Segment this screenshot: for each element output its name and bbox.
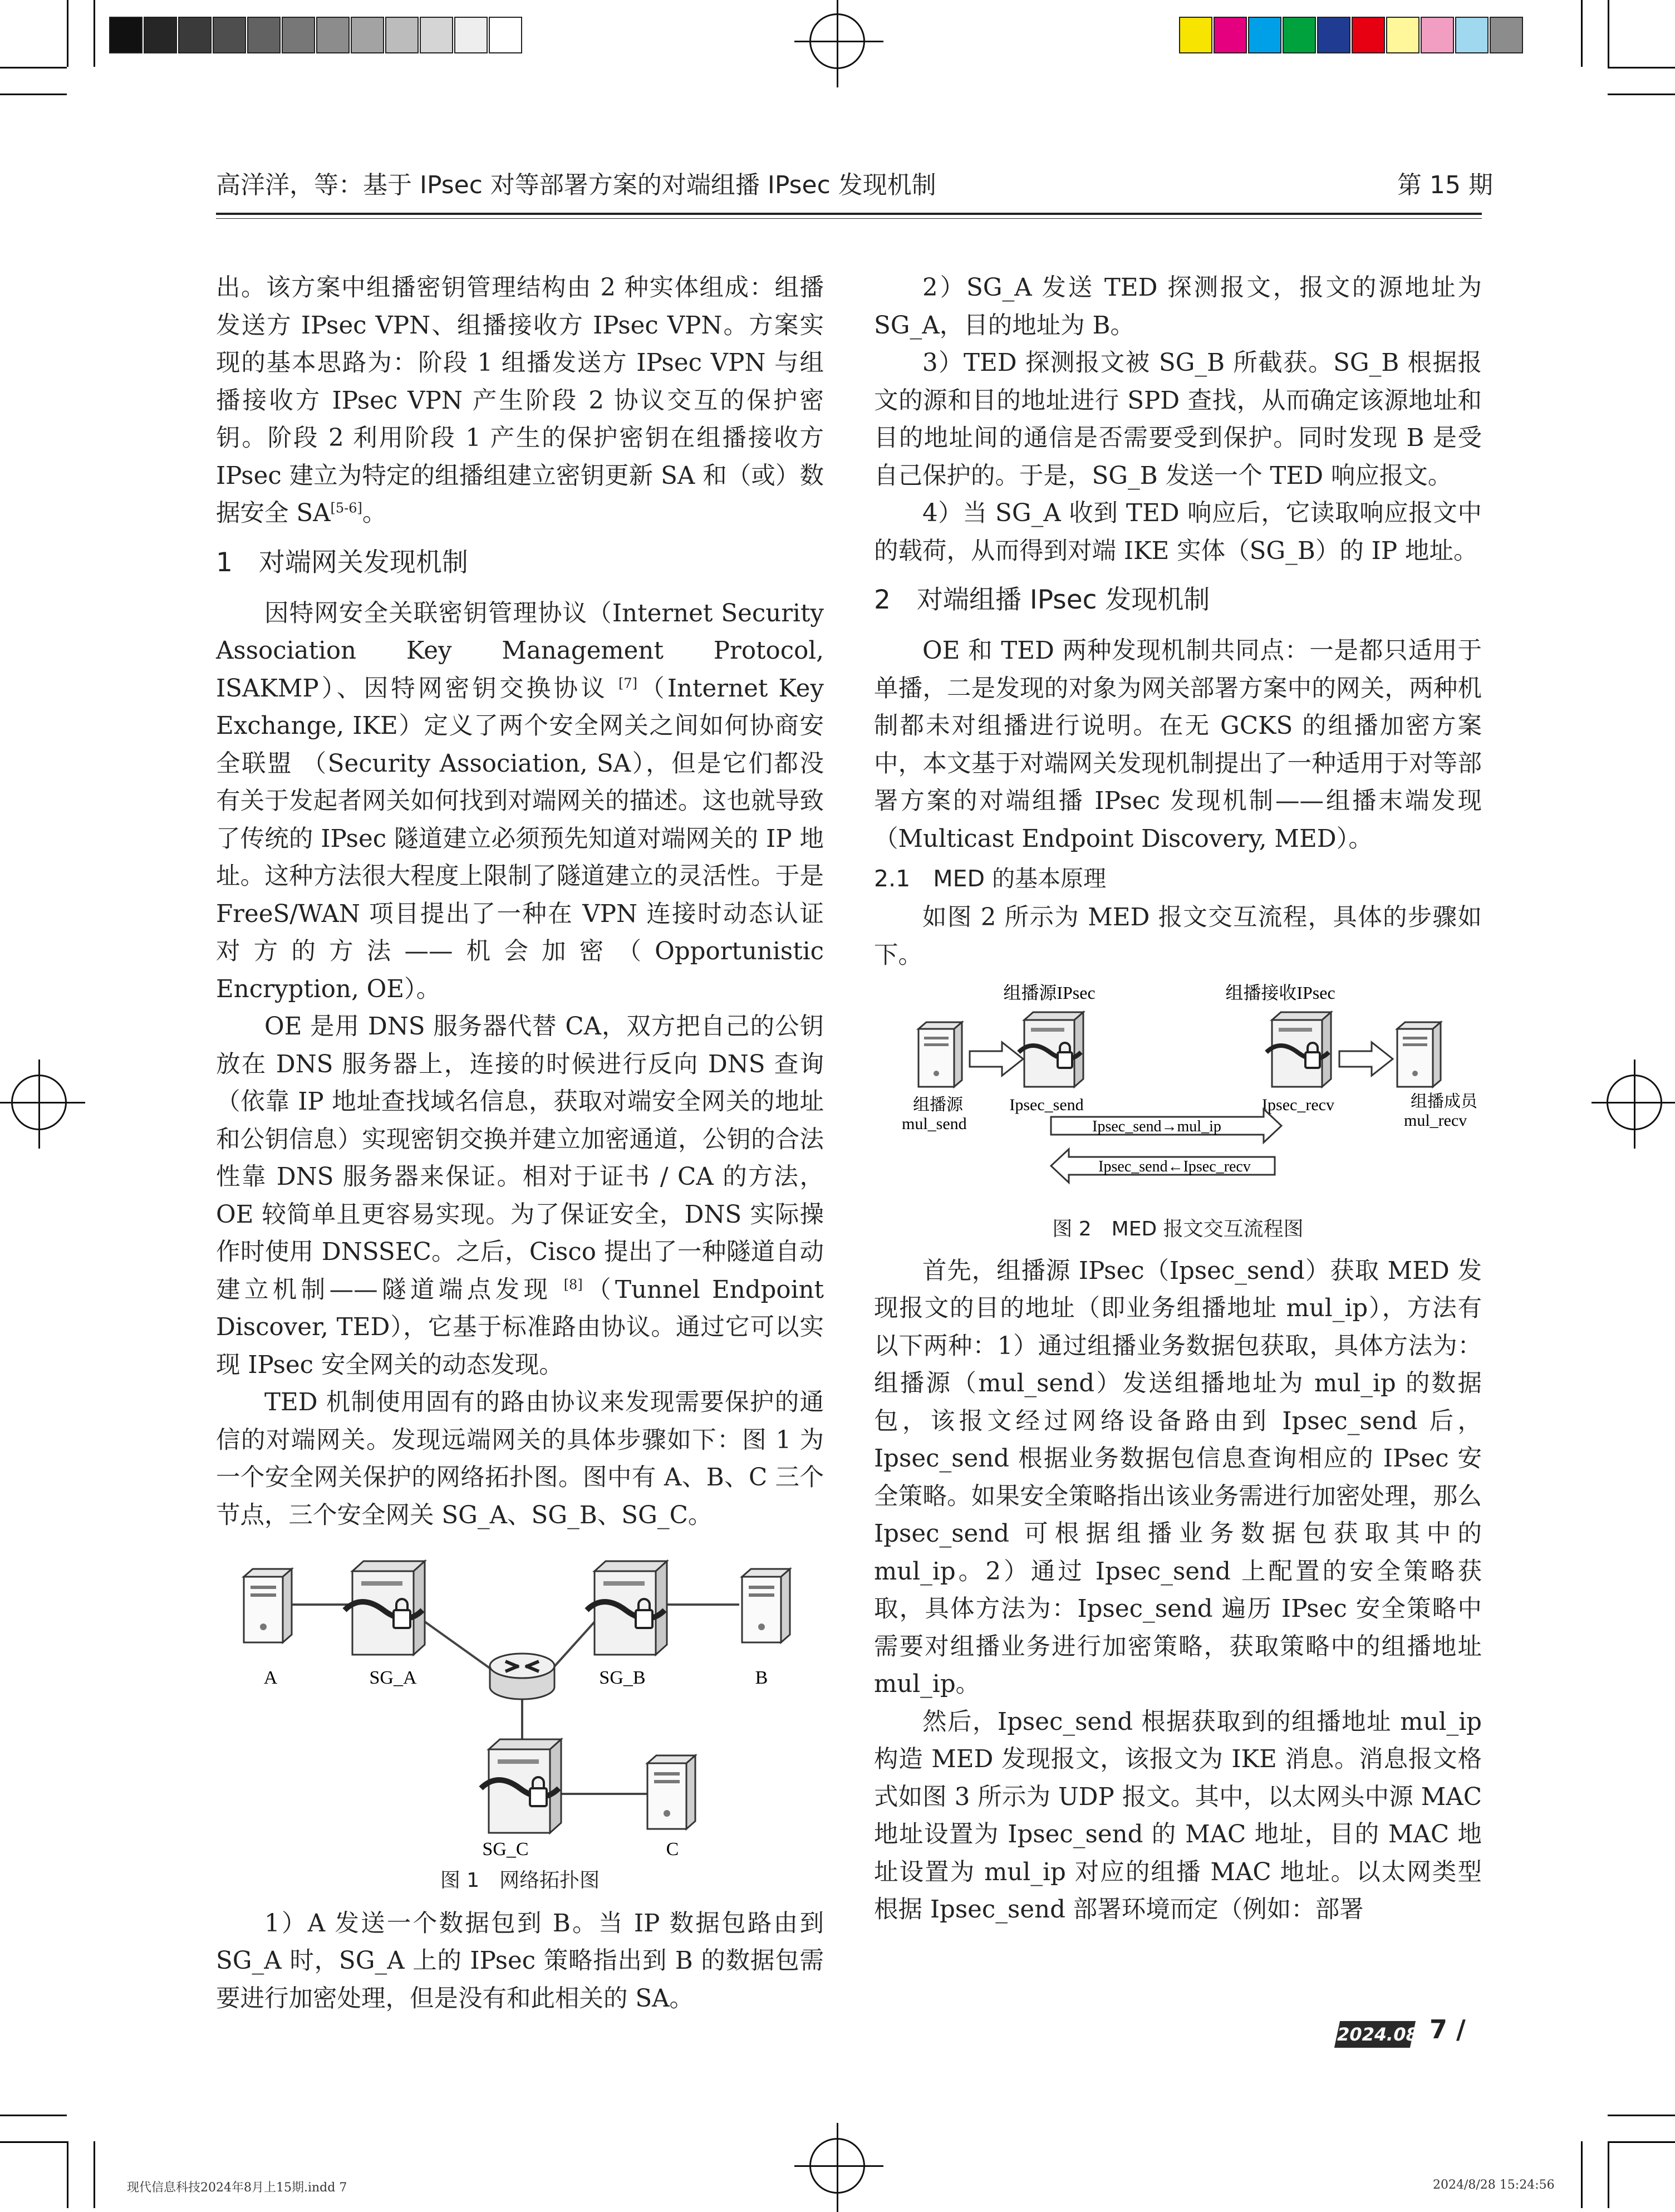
gateway-icon-sg-b (587, 1561, 667, 1655)
message-label: Ipsec_send→mul_ip (1092, 1118, 1221, 1135)
paragraph: 首先，组播源 IPsec（Ipsec_send）获取 MED 发现报文的目的地址（即业务组播地址 mul_ip），方法有以下两种：1）通过组播业务数据包获取，具体方法为：组播源（mul_send）发送组播地址为 mul_ip 的数据包，该报文经过网络设备路由到 Ipsec_send 后，Ipsec_send 根据业务数据包信息查询相应的 IPsec 安全策略。如果安全策略指出该业务需进行加密处理，那么 Ipsec_send 可根据组播业务数据包获取其中的 mul_ip。2）通过 Ipsec_send 上配置的安全策略获取，具体方法为：Ipsec_send 遍历 IPsec 安全策略中需要对组播业务进行加密策略，获取策略中的组播地址 mul_ip。 (874, 1257, 1482, 1698)
node-label: Ipsec_send (1009, 1096, 1084, 1114)
registration-mark-right (1607, 1075, 1662, 1130)
node-label: mul_send (902, 1115, 967, 1133)
crop-mark (1581, 0, 1583, 67)
gray-swatch (420, 17, 453, 53)
crop-mark (0, 2141, 67, 2143)
gray-swatch (454, 17, 488, 53)
left-column (216, 269, 824, 2018)
node-label: A (263, 1667, 278, 1688)
crop-mark (94, 0, 95, 67)
color-swatch (1248, 17, 1281, 53)
node-label: Ipsec_recv (1262, 1096, 1334, 1114)
gray-swatch (282, 17, 315, 53)
topology-diagram (216, 1554, 824, 1860)
subsection-heading: 2.1 MED 的基本原理 (874, 865, 1107, 892)
gray-swatch (316, 17, 350, 53)
crop-mark (94, 2141, 95, 2208)
gateway-icon-ipsec-recv (1266, 1012, 1331, 1087)
color-swatch (1386, 17, 1419, 53)
node-label: SG_A (369, 1667, 417, 1688)
print-slug-left: 现代信息科技2024年8月上15期.indd 7 (127, 2181, 347, 2195)
registration-mark-left (11, 1075, 67, 1130)
gray-swatch (213, 17, 246, 53)
crop-mark (67, 0, 68, 67)
section-heading: 2 对端组播 IPsec 发现机制 (874, 585, 1210, 615)
print-slug-right: 2024/8/28 15:24:56 (1433, 2178, 1555, 2192)
running-head-issue: 第 15 期 (1397, 171, 1493, 199)
node-label: mul_recv (1404, 1111, 1467, 1130)
node-label: 组播成员 (1411, 1092, 1477, 1111)
crop-mark (0, 2115, 67, 2116)
node-label: B (755, 1667, 768, 1688)
gray-swatch (247, 17, 281, 53)
paragraph: 然后，Ipsec_send 根据获取到的组播地址 mul_ip 构造 MED 发现报文，该报文为 IKE 消息。消息报文格式如图 3 所示为 UDP 报文。其中，以太网头中源 MAC 地址设置为 Ipsec_send 的 MAC 地址，目的 MAC 地址设置为 mul_ip 对应的组播 MAC 地址。以太网类型根据 Ipsec_send 部署环境而定（例如：部署 (874, 1708, 1482, 1924)
color-swatch (1317, 17, 1350, 53)
paragraph: 如图 2 所示为 MED 报文交互流程，具体的步骤如下。 (874, 904, 1482, 969)
header-rule-thin (216, 218, 1482, 219)
paragraph: 1）A 发送一个数据包到 B。当 IP 数据包路由到 SG_A 时，SG_A 上的 IPsec 策略指出到 B 的数据包需要进行加密处理，但是没有和此相关的 SA。 (216, 1909, 824, 2013)
crop-mark (1608, 2141, 1675, 2143)
arrow-right-icon (1339, 1042, 1393, 1076)
right-column (874, 269, 1482, 1929)
node-label: SG_C (482, 1839, 529, 1860)
paragraph: TED 机制使用固有的路由协议来发现需要保护的通信的对端网关。发现远端网关的具体步骤如下：图 1 为一个安全网关保护的网络拓扑图。图中有 A、B、C 三个节点，三个安全网关 SG_A、SG_B、SG_C。 (216, 1389, 824, 1529)
page-number: 7 / (1430, 2014, 1466, 2044)
issue-badge: 2024.08 (1334, 2021, 1416, 2048)
color-swatch (1352, 17, 1385, 53)
crop-mark (1608, 94, 1675, 95)
node-label: C (666, 1839, 679, 1860)
figure-2-caption: 图 2 MED 报文交互流程图 (1052, 1218, 1304, 1240)
paragraph: 出。该方案中组播密钥管理结构由 2 种实体组成：组播发送方 IPsec VPN、组播接收方 IPsec VPN。方案实现的基本思路为：阶段 1 组播发送方 IPsec VPN 与组播接收方 IPsec VPN 产生阶段 2 协议交互的保护密钥。阶段 2 利用阶段 1 产生的保护密钥在组播接收方 IPsec 建立为特定的组播组建立密钥更新 SA 和（或）数据安全 SA[5-6]。 (216, 274, 824, 527)
color-swatch (1455, 17, 1489, 53)
registration-mark-bottom (809, 2138, 865, 2194)
node-label: 组播源 (913, 1096, 963, 1114)
crop-mark (1608, 2141, 1609, 2208)
gateway-icon-ipsec-send (1019, 1012, 1083, 1087)
figure-2-med-flow (874, 978, 1482, 1201)
group-label-receiver: 组播接收IPsec (1225, 983, 1335, 1003)
server-icon-b (742, 1569, 790, 1642)
paragraph: OE 和 TED 两种发现机制共同点：一是都只适用于单播，二是发现的对象为网关部署方案中的网关，两种机制都未对组播进行说明。在无 GCKS 的组播加密方案中，本文基于对端网关发现机制提出了一种适用于对等部署方案的对端组播 IPsec 发现机制——组播末端发现（Multicast Endpoint Discovery, MED）。 (874, 637, 1482, 853)
router-icon (490, 1654, 554, 1699)
header-rule (216, 213, 1482, 215)
figure-1-network-topology (216, 1554, 824, 1860)
paragraph: 2）SG_A 发送 TED 探测报文，报文的源地址为 SG_A，目的地址为 B。 (874, 274, 1482, 340)
gateway-icon-sg-a (345, 1561, 425, 1655)
paragraph: 因特网安全关联密钥管理协议（Internet Security Association Key Management Protocol, ISAKMP）、因特网密钥交换协议 [7]（Internet Key Exchange, IKE）定义了两个安全网关之间如何协商安全联盟 （Security Association, SA），但是它们都没有关于发起者网关如何找到对端网关的描述。这也就导致了传统的 IPsec 隧道建立必须预先知道对端网关的 IP 地址。这种方法很大程度上限制了隧道建立的灵活性。于是 FreeS/WAN 项目提出了一种在 VPN 连接时动态认证对方的方法——机会加密（Opportunistic Encryption, OE）。 (216, 599, 824, 1003)
node-label: SG_B (599, 1667, 646, 1688)
gray-swatch (351, 17, 384, 53)
running-head-title: 高洋洋，等：基于 IPsec 对等部署方案的对端组播 IPsec 发现机制 (216, 171, 936, 199)
crop-mark (1608, 0, 1609, 67)
link (416, 1616, 494, 1671)
crop-mark (0, 67, 67, 68)
paragraph: OE 是用 DNS 服务器代替 CA，双方把自己的公钥放在 DNS 服务器上，连接的时候进行反向 DNS 查询（依靠 IP 地址查找域名信息，获取对端安全网关的地址和公钥信息）实现密钥交换并建立加密通道，公钥的合法性靠 DNS 服务器来保证。相对于证书 / CA 的方法，OE 较简单且更容易实现。为了保证安全，DNS 实际操作时使用 DNSSEC。之后，Cisco 提出了一种隧道自动建立机制——隧道端点发现 [8]（Tunnel Endpoint Discover, TED），它基于标准路由协议。通过它可以实现 IPsec 安全网关的动态发现。 (216, 1013, 824, 1379)
crop-mark (67, 2141, 68, 2208)
figure-1-caption: 图 1 网络拓扑图 (440, 1869, 600, 1892)
color-swatch (1421, 17, 1454, 53)
crop-mark (0, 94, 67, 95)
crop-mark (1608, 2115, 1675, 2116)
paragraph: 4）当 SG_A 收到 TED 响应后，它读取响应报文中的载荷，从而得到对端 IKE 实体（SG_B）的 IP 地址。 (874, 499, 1482, 565)
gray-swatch (178, 17, 212, 53)
color-swatch (1283, 17, 1316, 53)
med-flow-diagram (874, 978, 1482, 1201)
paragraph: 3）TED 探测报文被 SG_B 所截获。SG_B 根据报文的源和目的地址进行 SPD 查找，从而确定该源地址和目的地址间的通信是否需要受到保护。同时发现 B 是受自己保护的。于是，SG_B 发送一个 TED 响应报文。 (874, 349, 1482, 490)
gray-swatch (489, 17, 522, 53)
server-icon-mul-send (918, 1022, 962, 1087)
link (550, 1616, 600, 1671)
group-label-source: 组播源IPsec (1003, 983, 1096, 1003)
server-icon-c (647, 1755, 695, 1829)
color-swatch (1214, 17, 1247, 53)
message-label: Ipsec_send←Ipsec_recv (1098, 1158, 1251, 1175)
color-swatch (1179, 17, 1212, 53)
server-icon-a (244, 1569, 292, 1642)
crop-mark (1581, 2141, 1583, 2208)
registration-mark-top (809, 13, 865, 69)
crop-mark (1608, 67, 1675, 68)
section-heading: 1 对端网关发现机制 (216, 547, 468, 578)
gray-swatch (385, 17, 419, 53)
gray-swatch (109, 17, 143, 53)
gateway-icon-sg-c (481, 1739, 561, 1833)
server-icon-mul-recv (1397, 1022, 1441, 1087)
color-swatch (1490, 17, 1523, 53)
arrow-right-icon (970, 1042, 1023, 1076)
gray-swatch (144, 17, 177, 53)
